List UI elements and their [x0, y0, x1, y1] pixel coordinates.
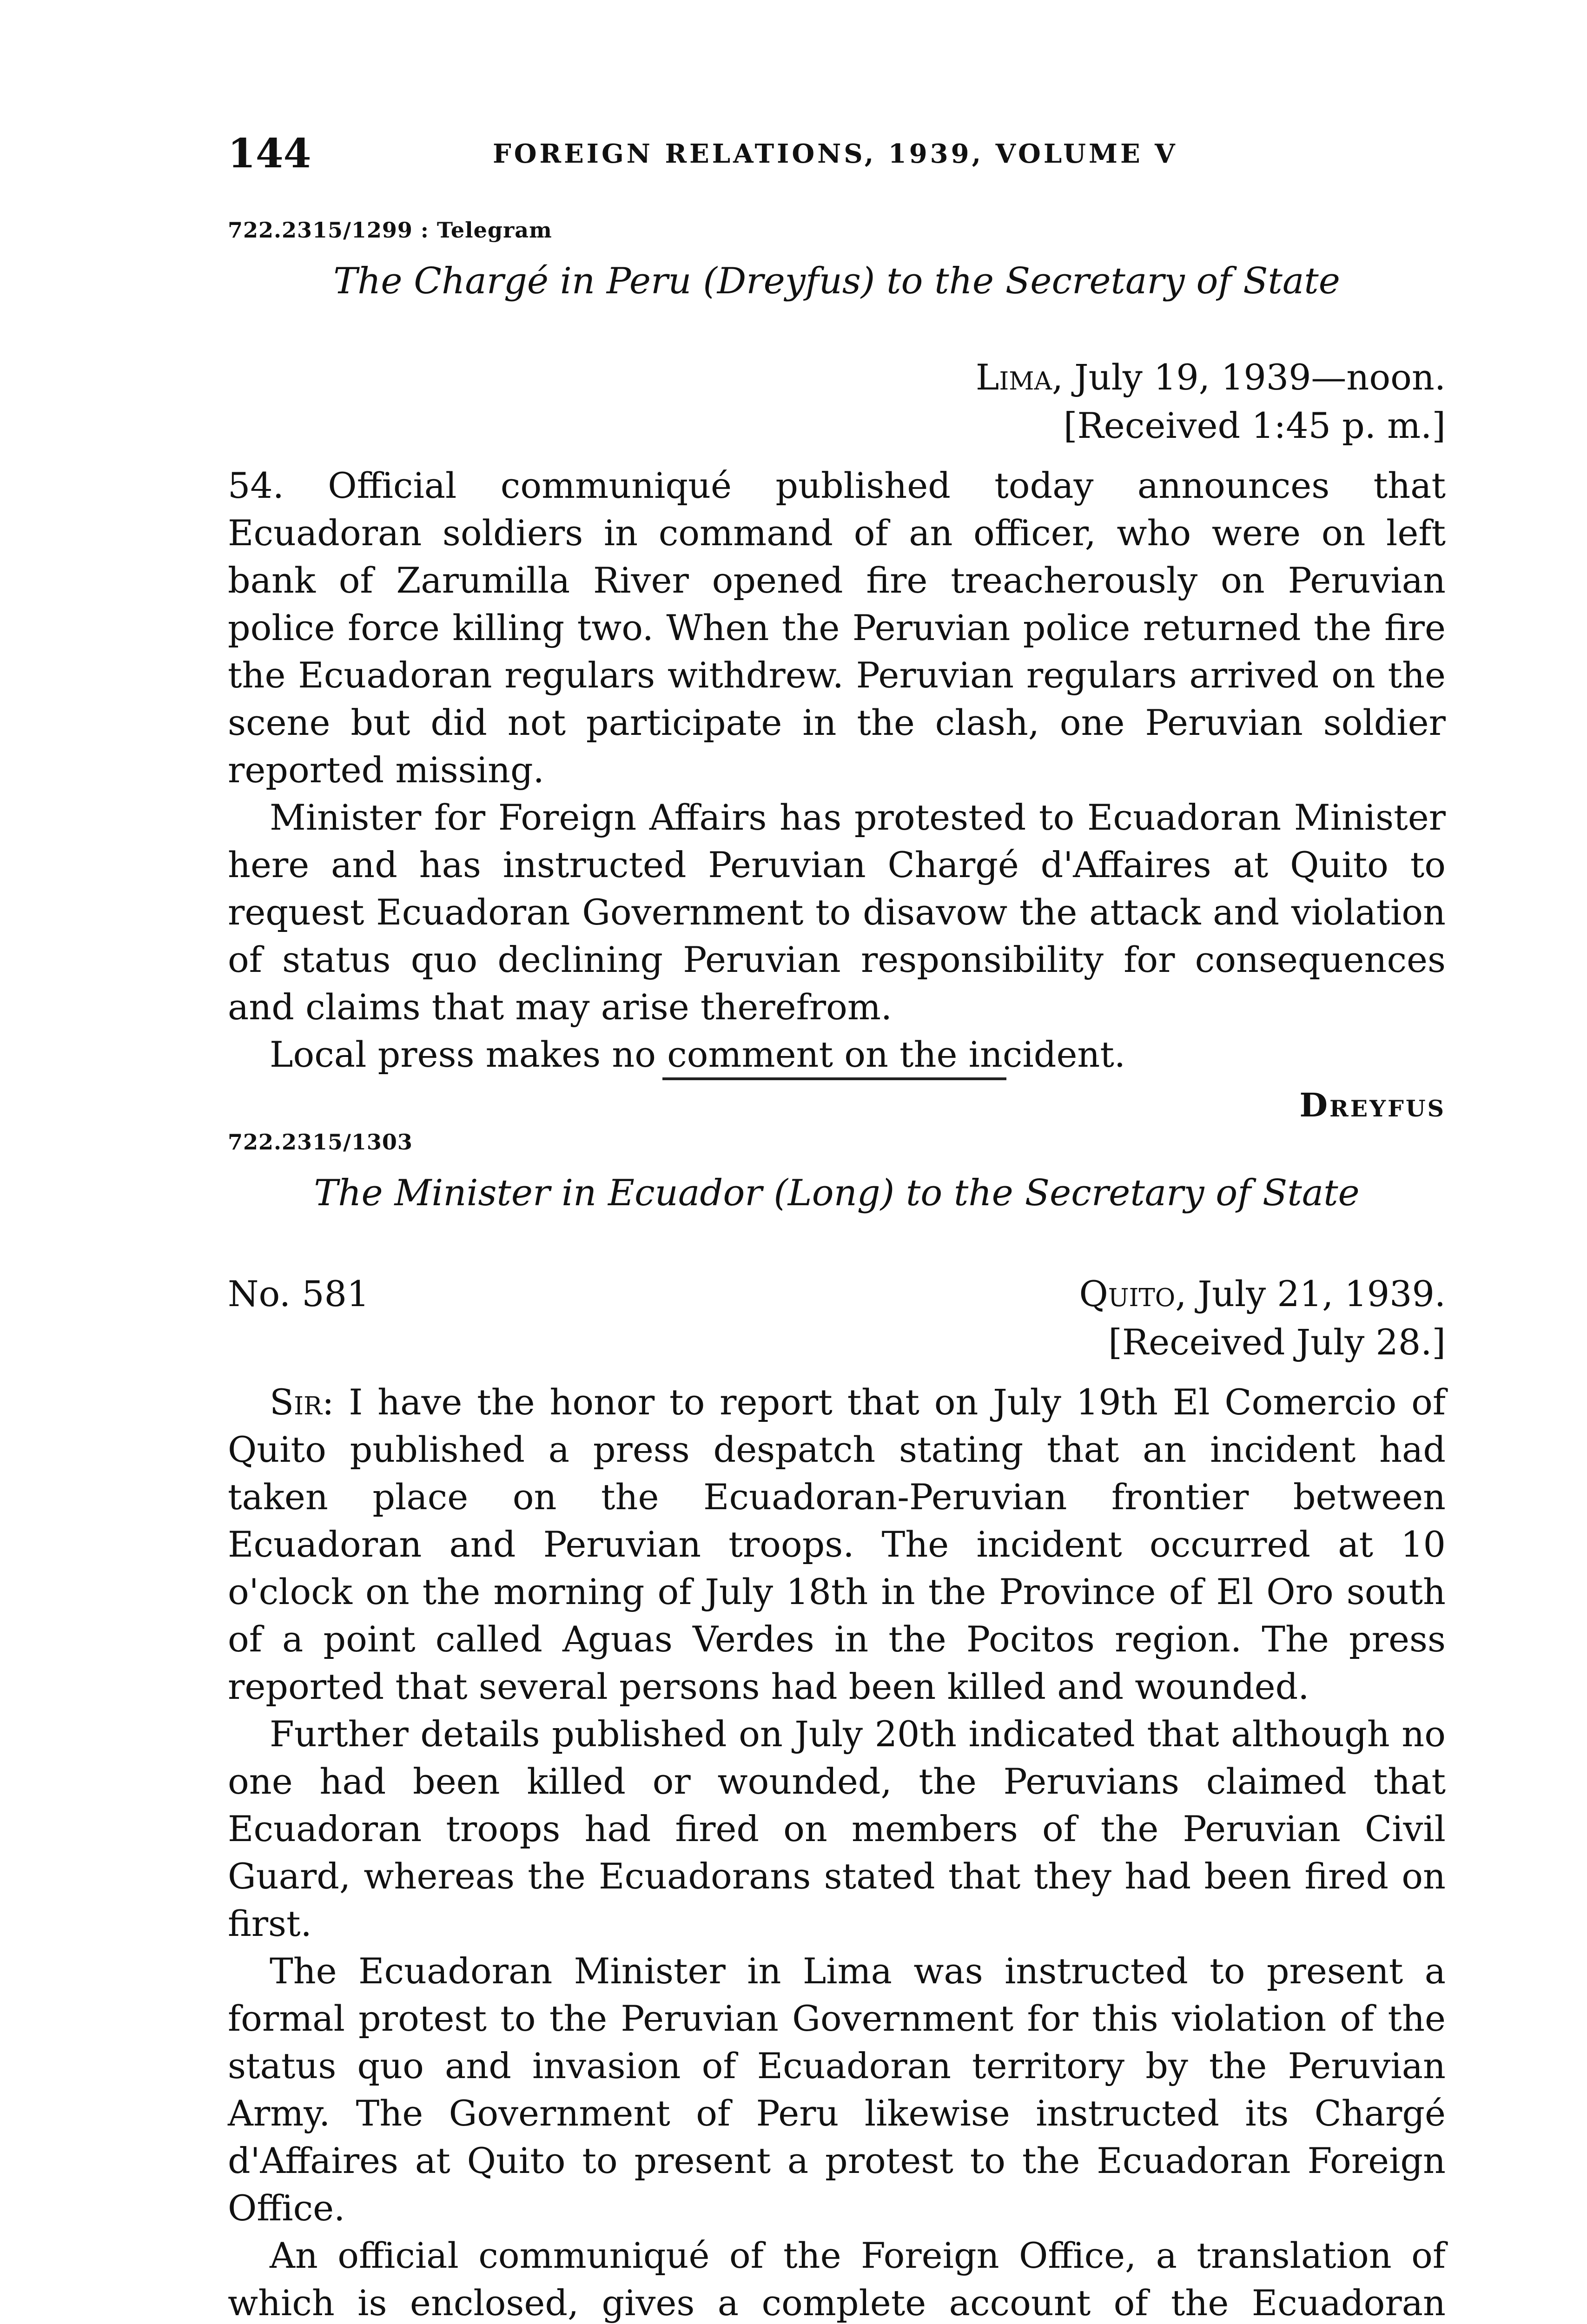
date: , July 21, 1939.: [1175, 1273, 1446, 1314]
sender-line: The Minister in Ecuador (Long) to the Secretary of State: [314, 1172, 1360, 1214]
salutation: Sir: [270, 1381, 322, 1423]
place: Quito: [1079, 1273, 1176, 1314]
paragraph: 54. Official communiqué published today announces that Ecuadoran soldiers in command of an officer, who were on left bank of Zarumilla River opened fire treacherously on Peruvian police force killing two. When the Peruvian police returned the fire the Ecuadoran regulars withdrew. Peruvian regulars arrived on the scene but did not participate in the clash, one Peruvian soldier reported missing.: [228, 465, 1446, 791]
received-note: [Received July 28.]: [1108, 1321, 1446, 1363]
sender-line: The Chargé in Peru (Dreyfus) to the Secretary of State: [333, 260, 1340, 302]
received-note: [Received 1:45 p. m.]: [1063, 405, 1446, 446]
paragraph: Local press makes no comment on the incident.: [270, 1034, 1126, 1075]
signature: Dreyfus: [1299, 1086, 1446, 1124]
section-divider: [662, 1077, 1006, 1080]
dateline: [228, 353, 1446, 450]
file-reference: 722.2315/1303: [228, 1129, 413, 1155]
running-title: FOREIGN RELATIONS, 1939, VOLUME V: [493, 139, 1178, 169]
page-header: [228, 130, 1353, 181]
paragraph: Further details published on July 20th indicated that although no one had been killed or wounded, the Peruvians claimed that Ecuadoran troops had fired on members of the Peruvian Civil Guard, whereas the Ecuadorans stated that they had been fired on first.: [228, 1713, 1446, 1944]
dateline: [1079, 1270, 1446, 1367]
dispatch-number: No. 581: [228, 1273, 370, 1314]
page-number: 144: [228, 130, 311, 177]
paragraph: [228, 1379, 1446, 1710]
place: Lima: [975, 357, 1052, 398]
paragraph-text: : I have the honor to report that on July 19th El Comercio of Quito published a press despatch stating that an incident had taken place on the Ecuadoran-Peruvian frontier between Ecuadoran and Peruvian troops. The incident occurred at 10 o'clock on the morning of July 18th in the Province of El Oro south of a point called Aguas Verdes in the Pocitos region. The press reported that several persons had been killed and wounded.: [228, 1381, 1446, 1707]
paragraph: Minister for Foreign Affairs has protested to Ecuadoran Minister here and has instructed Peruvian Chargé d'Affaires at Quito to request Ecuadoran Government to disavow the attack and violation of status quo declining Peruvian responsibility for consequences and claims that may arise therefrom.: [228, 797, 1446, 1028]
dispatch-header: [228, 1270, 1446, 1367]
document-2: [228, 1129, 1446, 2324]
document-1: [228, 218, 1446, 1124]
paragraph: The Ecuadoran Minister in Lima was instructed to present a formal protest to the Peruvian Government for this violation of the status quo and invasion of Ecuadoran territory by the Peruvian Army. The Government of Peru likewise instructed its Chargé d'Affaires at Quito to present a protest to the Ecuadoran Foreign Office.: [228, 1950, 1446, 2229]
file-reference: 722.2315/1299 : Telegram: [228, 218, 552, 243]
date: , July 19, 1939—noon.: [1051, 357, 1446, 398]
paragraph: An official communiqué of the Foreign Office, a translation of which is enclosed, gives a complete account of the Ecuadoran: [228, 2235, 1446, 2324]
